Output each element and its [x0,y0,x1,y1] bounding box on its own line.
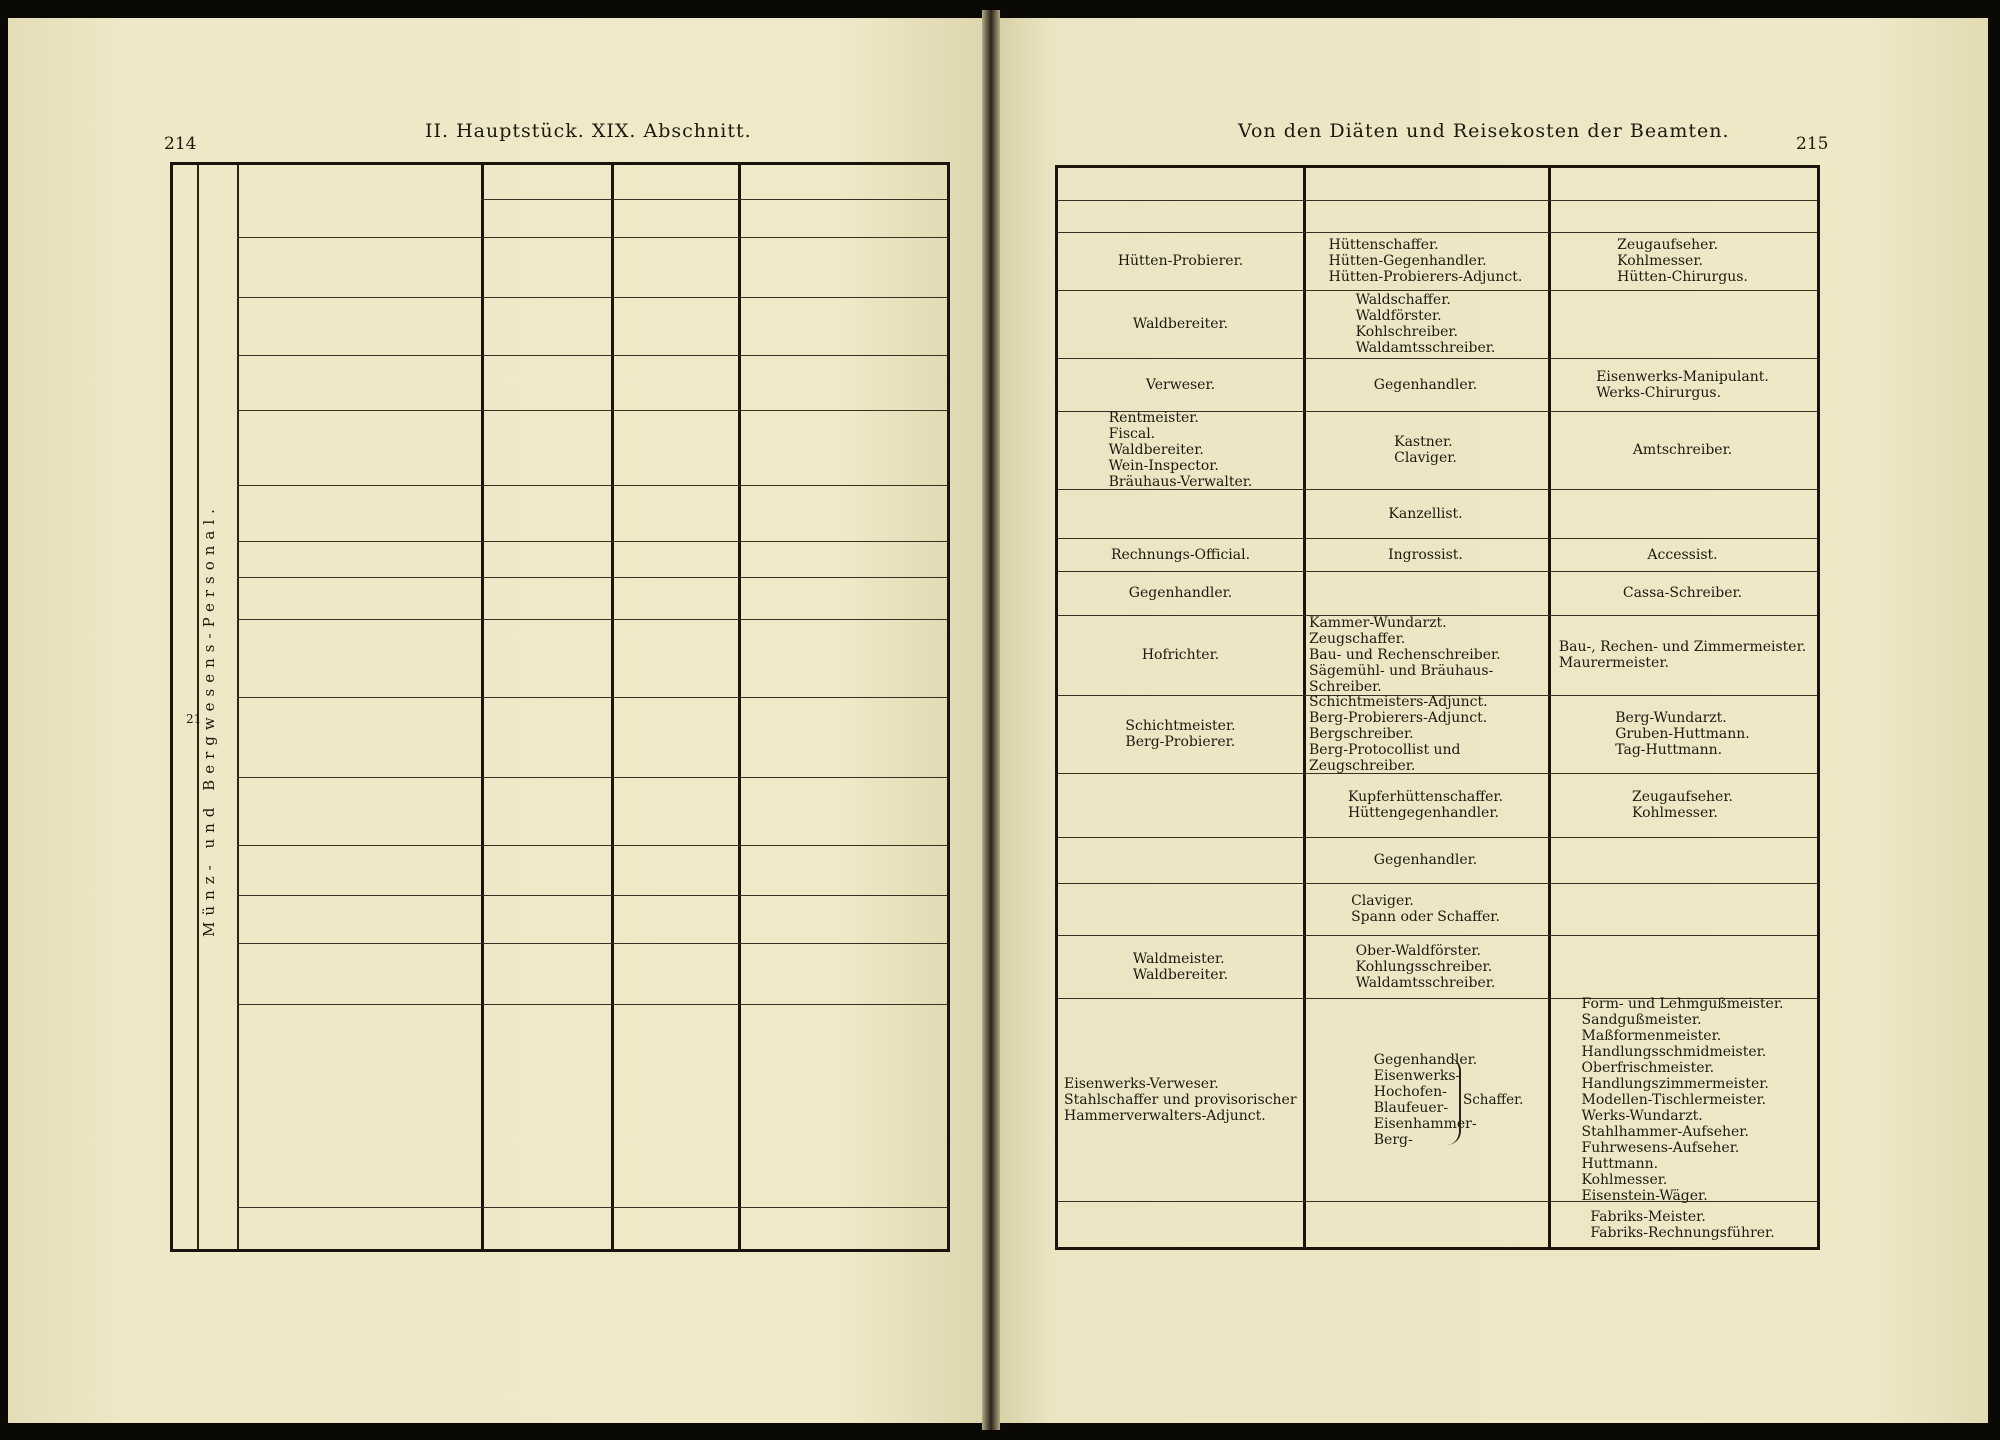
entry-line: Hütten-Gegenhandler. [1328,253,1487,269]
row-place [237,297,481,355]
entry-line: Gruben-Huttmann. [1615,726,1750,742]
entry-list [1374,852,1477,868]
entry-line: Hofrichter. [1141,647,1220,663]
row-entries-xi [1303,935,1548,998]
row-entry-ix [738,410,947,485]
row-entries-x [1058,232,1303,290]
entry-list [1118,253,1243,269]
entry-line: Fiscal. [1108,426,1156,442]
entry-line: Berg-Probierers-Adjunct. [1309,710,1488,726]
row-entries-x [1058,615,1303,695]
column-diaeten [611,199,738,237]
row-entry-ix [738,1207,947,1249]
entry-list [1394,434,1457,466]
entry-line: Eisenstein-Wäger. [1581,1187,1708,1204]
entry-line: Waldförster. [1355,308,1442,324]
brace-label-schaffer: Schaffer. [1463,1092,1524,1108]
entry-line: Waldschaffer. [1355,292,1451,308]
page-number-right: 215 [1796,134,1829,154]
entry-line: Stahlschaffer und provisorischer Hammerverwalters-Adjunct. [1064,1091,1297,1124]
entry-line: Cassa-Schreiber. [1622,585,1743,601]
entry-list [1388,506,1462,522]
entry-list [1615,710,1749,758]
row-entries-xi [1303,695,1548,773]
entry-list [1133,951,1228,983]
entry-line: Rechnungs-Official. [1110,546,1251,563]
entry-line: Eisenwerks-Verweser. [1064,1075,1219,1092]
left-class-table [170,162,950,1252]
entry-list [1632,789,1733,821]
entry-list [1617,237,1748,285]
entry-line: Kohlmesser. [1632,805,1718,821]
row-entry-ix [738,697,947,777]
book-gutter [982,10,1000,1430]
page-number-left: 214 [164,134,197,154]
entry-line: Kohlungsschreiber. [1355,958,1493,975]
entry-line: Berg-Wundarzt. [1615,710,1727,726]
entry-line: Waldamtsschreiber. [1355,340,1496,356]
entry-line: Form- und Lehmgußmeister. [1581,995,1784,1012]
column-header-class [1058,168,1303,200]
row-entries-xii [1548,571,1817,615]
entry-line: Kammer-Wundarzt. [1309,615,1447,631]
row-entries-x [1058,290,1303,358]
column-diaeten [1058,200,1303,232]
row-entry-viii [611,541,738,577]
column-diaeten [738,199,947,237]
entry-line: Zeugaufseher. [1617,237,1719,253]
entry-line: Blaufeuer- [1373,1099,1449,1116]
row-entries-xii [1548,1201,1817,1249]
row-place [237,1004,481,1207]
column-header-class [1303,168,1548,200]
entry-list [1129,585,1232,601]
table-rule-vertical [481,165,484,1249]
entry-line: Stahlhammer-Aufseher. [1581,1123,1749,1140]
entry-line: Kohlmesser. [1581,1171,1668,1188]
entry-line: Bau-, Rechen- und Zimmermeister. [1558,639,1807,655]
row-entries-xi [1303,358,1548,411]
entry-line: Gegenhandler. [1373,852,1478,868]
column-header-class [738,165,947,199]
row-entries-x [1058,358,1303,411]
running-head-left: II. Hauptstück. XIX. Abschnitt. [425,120,752,142]
entry-list [1125,718,1235,750]
row-place [237,485,481,541]
entry-line: Spann oder Schaffer. [1351,909,1500,925]
row-place [237,895,481,943]
column-header-class [611,165,738,199]
row-place [237,845,481,895]
brace-schaffer [1445,1057,1461,1145]
entry-line: Waldbereiter. [1132,966,1229,983]
row-place [237,541,481,577]
row-entries-x [1058,935,1303,998]
entry-line: Berg-Probierer. [1125,734,1236,750]
right-class-table [1055,165,1820,1250]
side-number: 21 [186,712,202,726]
entry-line: Hütten-Probierers-Adjunct. [1328,269,1523,285]
row-entries-xi [1303,538,1548,571]
row-place [237,237,481,297]
row-entry-ix [738,355,947,410]
entry-line: Waldbereiter. [1132,316,1229,332]
row-place [237,777,481,845]
entry-line: Handlungszimmermeister. [1581,1075,1769,1092]
entry-line: Handlungsschmidmeister. [1581,1043,1767,1060]
entry-list [1596,369,1769,401]
entry-line: Werks-Wundarzt. [1581,1107,1703,1124]
entry-list [1582,996,1784,1204]
entry-line: Kupferhüttenschaffer. [1347,789,1504,805]
entry-line: Claviger. [1394,450,1457,466]
entry-line: Waldbereiter. [1108,442,1204,458]
entry-list [1064,1076,1297,1124]
entry-line: Sägemühl- und Bräuhaus-Schreiber. [1309,663,1494,695]
entry-line: Ingrossist. [1388,546,1463,563]
entry-line: Zeugaufseher. [1632,789,1733,805]
row-entry-ix [738,619,947,697]
entry-line: Claviger. [1351,893,1414,909]
entry-line: Hüttenschaffer. [1328,237,1439,253]
entry-line: Bräuhaus-Verwalter. [1108,474,1253,490]
entry-line: Gegenhandler. [1373,376,1478,393]
entry-line: Berg- [1373,1131,1413,1148]
table-rule-vertical [611,165,614,1249]
row-place [237,577,481,619]
row-entry-ix [738,895,947,943]
entry-line: Zeugschaffer. [1309,631,1406,647]
entry-list [1356,943,1496,991]
vertical-section-label: Münz- und Bergwesens-Personal. [200,503,218,937]
entry-line: Kohlschreiber. [1355,324,1458,340]
row-entries-xi [1303,837,1548,883]
row-entries-xii [1548,995,1817,1204]
row-entries-x [1058,538,1303,571]
entry-list [1351,893,1500,925]
entry-line: Kanzellist. [1388,505,1463,522]
row-entries-xi [1303,290,1548,358]
row-entry-ix [738,237,947,297]
entry-list [1623,585,1742,601]
column-diaeten [1548,200,1817,232]
running-head-right: Von den Diäten und Reisekosten der Beamten. [1238,120,1730,142]
entry-line: Fabriks-Meister. [1590,1209,1706,1225]
entry-line: Huttmann. [1581,1155,1659,1172]
row-entries-x [1058,411,1303,489]
entry-line: Ober-Waldförster. [1355,942,1481,959]
row-entries-xii [1548,773,1817,837]
entry-list [1633,442,1732,458]
row-place [237,1207,481,1249]
row-entries-xii [1548,358,1817,411]
row-entry-ix [738,1004,947,1207]
row-entries-xii [1548,615,1817,695]
entry-line: Bau- und Rechenschreiber. [1309,647,1501,663]
row-entry-ix [738,777,947,845]
entry-line: Schichtmeister. [1125,718,1236,734]
row-entries-xii [1548,232,1817,290]
entry-list [1356,292,1496,356]
entry-line: Accessist. [1647,546,1718,563]
entry-line: Rentmeister. [1108,410,1199,426]
entry-list [1374,377,1477,393]
column-diaeten [481,199,611,237]
row-entry-ix [738,485,947,541]
entry-line: Sandgußmeister. [1581,1011,1702,1028]
row-entry-ix [738,845,947,895]
entry-list [1374,1052,1477,1148]
entry-line: Tag-Huttmann. [1615,742,1723,758]
entry-line: Waldmeister. [1132,950,1225,967]
entry-list [1309,694,1542,774]
row-entries-x [1058,998,1303,1201]
entry-line: Berg-Protocollist und Zeugschreiber. [1309,742,1461,774]
row-entry-vii [481,485,611,541]
entry-line: Wein-Inspector. [1108,458,1219,474]
entry-line: Maßformenmeister. [1581,1027,1722,1044]
column-diaeten [1303,200,1548,232]
entry-list [1329,237,1523,285]
row-entries-xii [1548,538,1817,571]
entry-list [1647,547,1717,563]
row-place [237,619,481,697]
entry-line: Schichtmeisters-Adjunct. [1309,694,1488,710]
row-place [237,355,481,410]
row-entry-ix [738,577,947,619]
entry-line: Kastner. [1394,434,1453,450]
entry-line: Hütten-Chirurgus. [1617,269,1748,285]
row-entries-xi [1303,489,1548,538]
entry-line: Gegenhandler. [1373,1051,1478,1068]
row-entries-xi [1303,411,1548,489]
row-place [237,410,481,485]
column-header-class [1548,168,1817,200]
entry-list [1109,410,1253,490]
entry-line: Gegenhandler. [1128,585,1233,601]
row-entries-xi [1303,883,1548,935]
row-entries-xi [1303,232,1548,290]
entry-list [1111,547,1250,563]
row-entries-xii [1548,411,1817,489]
entry-line: Kohlmesser. [1617,253,1703,269]
entry-line: Hochofen- [1373,1083,1447,1100]
entry-line: Hüttengegenhandler. [1347,805,1499,821]
entry-list [1388,547,1463,563]
entry-line: Eisenhammer- [1373,1115,1477,1132]
entry-list [1590,1209,1774,1241]
column-header-class [481,165,611,199]
entry-list [1142,647,1219,663]
entry-line: Modellen-Tischlermeister. [1581,1091,1767,1108]
entry-line: Fabriks-Rechnungsführer. [1590,1225,1775,1241]
entry-list [1133,316,1228,332]
entry-line: Maurermeister. [1558,655,1669,671]
entry-list [1146,377,1215,393]
row-entries-xii [1548,695,1817,773]
entry-line: Fuhrwesens-Aufseher. [1581,1139,1740,1156]
row-entries-x [1058,695,1303,773]
row-entries-x [1058,571,1303,615]
entry-line: Bergschreiber. [1309,726,1414,742]
entry-line: Verweser. [1145,376,1216,393]
entry-list [1348,789,1503,821]
entry-line: Hütten-Probierer. [1117,253,1244,269]
entry-list [1559,639,1806,671]
entry-line: Waldamtsschreiber. [1355,974,1496,991]
row-entries-xi [1303,615,1548,695]
entry-line: Werks-Chirurgus. [1596,384,1722,401]
row-place [237,697,481,777]
row-entries-xi [1303,773,1548,837]
entry-line: Eisenwerks-Manipulant. [1596,368,1769,385]
row-entry-viii [611,485,738,541]
row-place [237,943,481,1004]
entry-line: Eisenwerks- [1373,1067,1461,1084]
entry-line: Amtschreiber. [1632,442,1733,458]
entry-line: Oberfrischmeister. [1581,1059,1715,1076]
entry-list [1309,615,1542,695]
